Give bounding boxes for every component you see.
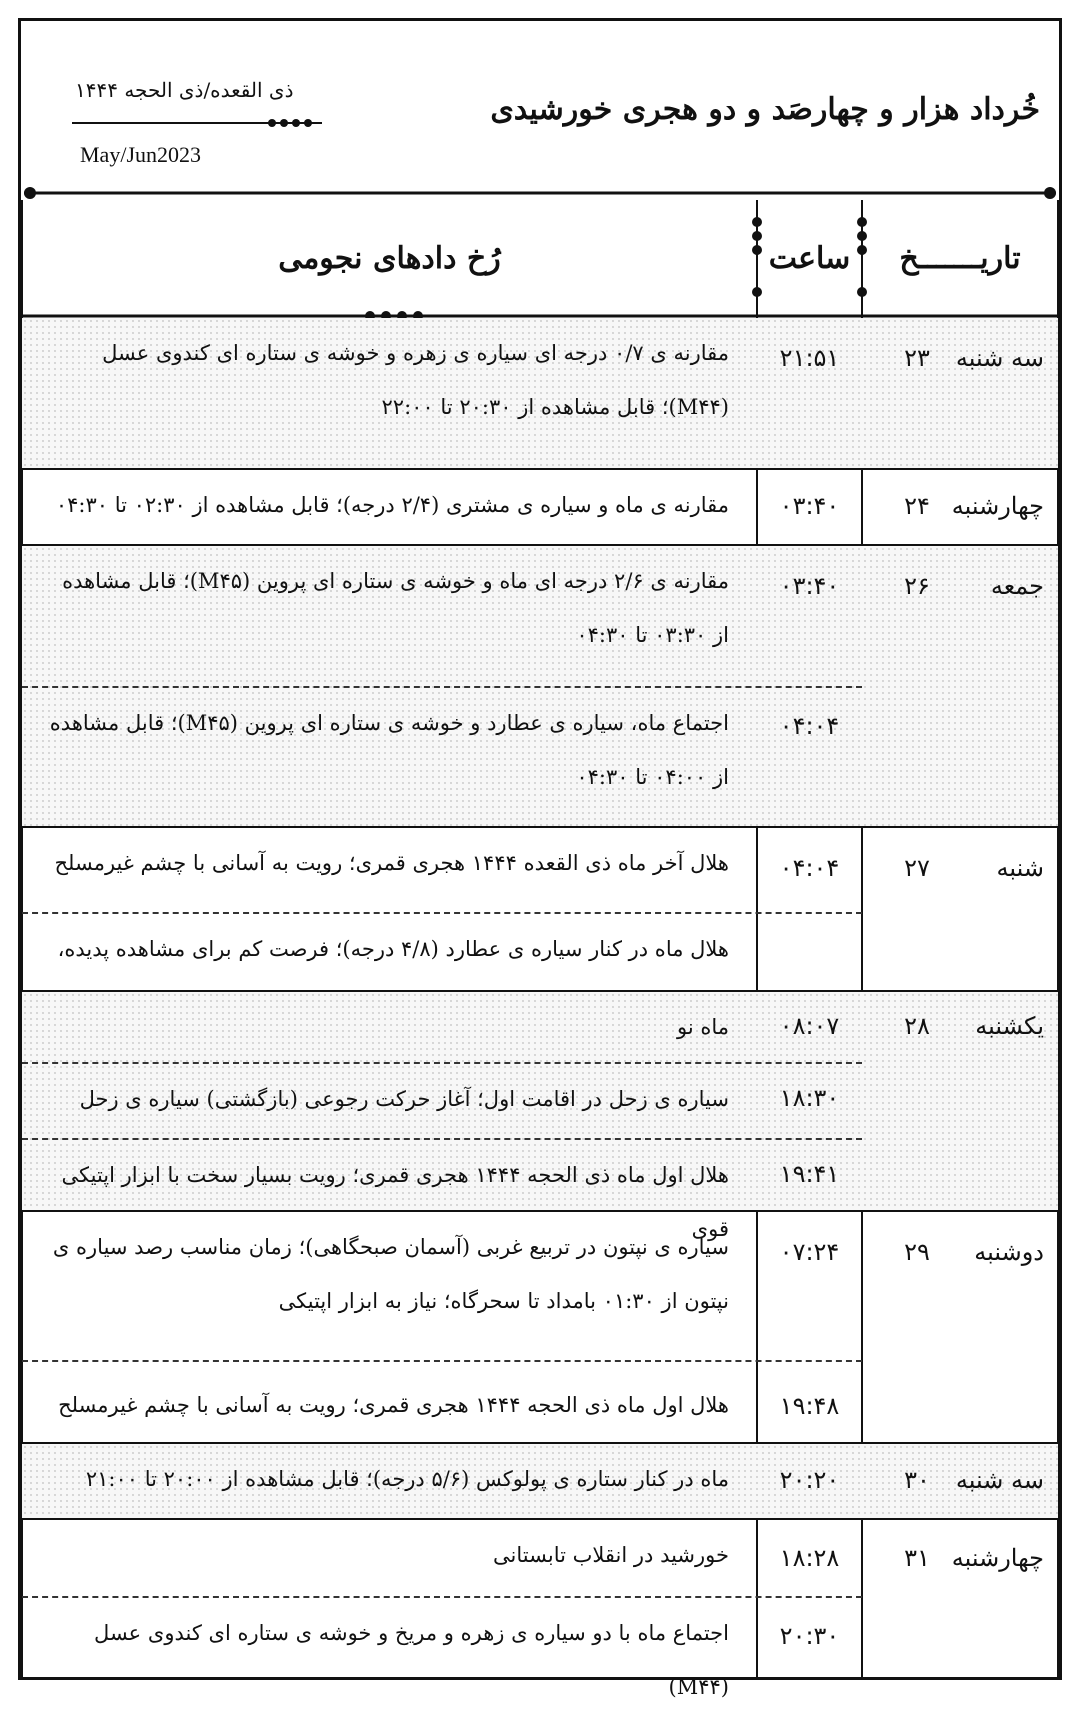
event-time: ۰۸:۰۷: [779, 1012, 840, 1040]
table-row: [22, 1520, 1058, 1699]
event-time: ۱۹:۴۸: [779, 1392, 840, 1420]
event-text: هلال اول ماه ذی الحجه ۱۴۴۴ هجری قمری؛ رویت بسیار سخت با ابزار اپتیکی قوی: [61, 1163, 729, 1241]
event-time: ۱۹:۴۱: [779, 1160, 840, 1188]
lunar-date: ذی القعده/ذی الحجه ۱۴۴۴: [75, 78, 294, 102]
row-day: چهارشنبه: [951, 1544, 1044, 1572]
event-text: ماه در کنار ستاره ی پولوکس (۵/۶ درجه)؛ قابل مشاهده از ۲۰:۰۰ تا ۲۱:۰۰: [85, 1467, 729, 1491]
column-header-events: رُخ دادهای نجومی: [278, 240, 501, 276]
event-time: ۲۰:۳۰: [779, 1622, 840, 1650]
table-row: [22, 828, 1058, 992]
event-text: خورشید در انقلاب تابستانی: [493, 1543, 729, 1567]
row-day-number: ۲۸: [904, 1012, 930, 1040]
event-divider: [22, 1360, 862, 1362]
event-time: ۰۷:۲۴: [779, 1238, 840, 1266]
event-text: اجتماع ماه با دو سیاره ی زهره و مریخ و خوشه ی ستاره ای کندوی عسل (M۴۴): [94, 1621, 729, 1699]
row-day: یکشنبه: [975, 1012, 1044, 1040]
event-text: هلال ماه در کنار سیاره ی عطارد (۴/۸ درجه)؛ فرصت کم برای مشاهده پدیده،: [57, 937, 729, 961]
event-time: ۰۳:۴۰: [779, 492, 840, 520]
row-day-number: ۲۹: [904, 1238, 930, 1266]
table-row: [22, 318, 1058, 470]
row-day: سه شنبه: [955, 344, 1044, 372]
event-time: ۱۸:۳۰: [779, 1084, 840, 1112]
event-text: هلال آخر ماه ذی القعده ۱۴۴۴ هجری قمری؛ رویت به آسانی با چشم غیرمسلح: [54, 851, 729, 875]
event-text: هلال اول ماه ذی الحجه ۱۴۴۴ هجری قمری؛ رویت به آسانی با چشم غیرمسلح: [58, 1393, 729, 1417]
table-row: [22, 546, 1058, 828]
event-text: سیاره ی نپتون در تربیع غربی (آسمان صبحگاهی)؛ زمان مناسب رصد سیاره ی نپتون از ۰۱:۳۰ بامداد تا سحرگاه؛ نیاز به ابزار اپتیکی: [52, 1235, 729, 1313]
row-day-number: ۲۷: [904, 854, 930, 882]
event-time: ۰۳:۴۰: [779, 572, 840, 600]
event-text: مقارنه ی ۲/۶ درجه ای ماه و خوشه ی ستاره ای پروین (M۴۵)؛ قابل مشاهده از ۰۳:۳۰ تا ۰۴:۳۰: [62, 569, 729, 647]
event-text: مقارنه ی ماه و سیاره ی مشتری (۲/۴ درجه)؛ قابل مشاهده از ۰۲:۳۰ تا ۰۴:۳۰: [55, 493, 729, 517]
row-day: سه شنبه: [955, 1466, 1044, 1494]
table-row: [22, 992, 1058, 1241]
row-day-number: ۳۰: [904, 1466, 930, 1494]
event-time: ۱۸:۲۸: [779, 1544, 840, 1572]
event-time: ۰۴:۰۴: [779, 854, 840, 882]
event-text: مقارنه ی ۰/۷ درجه ای سیاره ی زهره و خوشه ی ستاره ای کندوی عسل (M۴۴)؛ قابل مشاهده از ۲۰:۳۰ تا ۲۲:۰۰: [102, 341, 729, 419]
column-header-time: ساعت: [768, 240, 851, 276]
row-day-number: ۲۶: [904, 572, 930, 600]
gregorian-date: May/Jun2023: [80, 142, 201, 167]
table-row: [22, 470, 1058, 546]
row-day-number: ۲۳: [904, 344, 930, 372]
table-row: [22, 1444, 1058, 1520]
event-text: اجتماع ماه، سیاره ی عطارد و خوشه ی ستاره ای پروین (M۴۵)؛ قابل مشاهده از ۰۴:۰۰ تا ۰۴:۳۰: [49, 711, 729, 789]
row-day: جمعه: [990, 572, 1044, 600]
row-day-number: ۲۴: [904, 492, 930, 520]
row-day: دوشنبه: [974, 1238, 1044, 1266]
event-time: ۰۴:۰۴: [779, 712, 840, 740]
table-row: [22, 1212, 1058, 1444]
row-day: شنبه: [996, 854, 1044, 882]
event-text: سیاره ی زحل در اقامت اول؛ آغاز حرکت رجوعی (بازگشتی) سیاره ی زحل: [79, 1087, 729, 1111]
column-header-date: تاریـــــــخ: [899, 240, 1021, 276]
event-time: ۲۱:۵۱: [779, 344, 840, 372]
row-day-number: ۳۱: [904, 1544, 930, 1572]
event-time: ۲۰:۲۰: [779, 1466, 840, 1494]
row-day: چهارشنبه: [951, 492, 1044, 520]
event-text: ماه نو: [676, 1015, 729, 1039]
page-title: خُرداد هزار و چهارصَد و دو هجری خورشیدی: [490, 92, 1040, 127]
